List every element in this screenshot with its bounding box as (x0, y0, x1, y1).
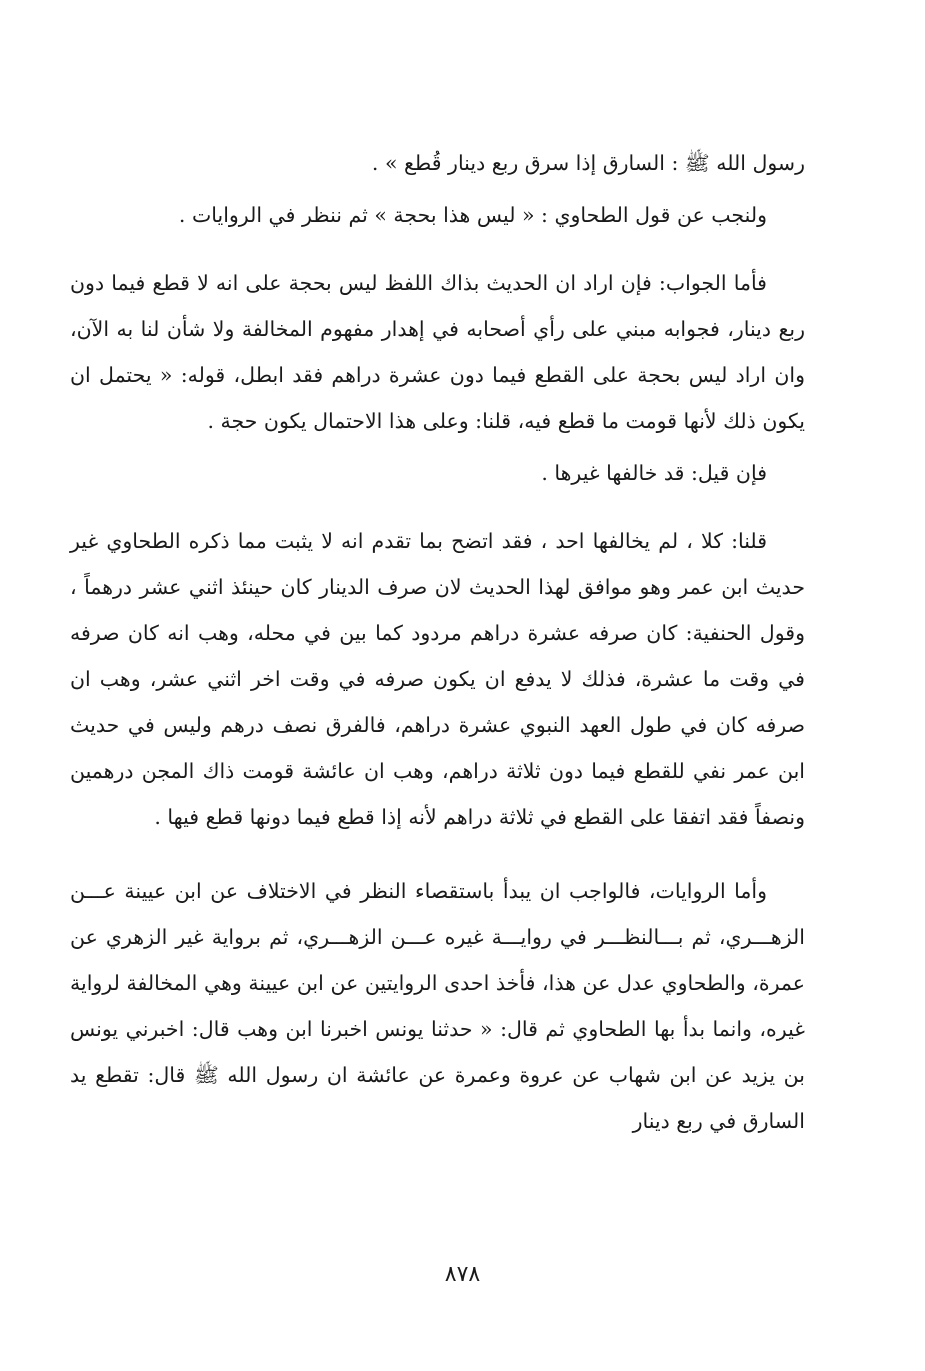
text-line: ثم برواية غير الزهري عن عمرة، والطحاوي عدل عن هذا، فأخذ احدى (70, 925, 805, 995)
text-line: « حدثنا يونس اخبرنا ابن وهب قال: اخبرني يونس بن يزيد عن ابن شهاب عن (70, 1017, 805, 1087)
text-line: يكون حجة . (207, 409, 307, 433)
document-page (70, 140, 805, 1320)
text-line: ولنجب عن قول الطحاوي : « ليس هذا بحجة » ثم ننظر في الروايات . (178, 203, 767, 227)
text-line: اثني عشر، وهب ان صرفه كان في طول العهد النبوي عشرة دراهم، فالفرق (70, 667, 805, 737)
text-line: عروة وعمرة عن عائشة ان رسول الله ﷺ قال: تقطع يد السارق في ربع دينار (70, 1063, 805, 1133)
text-line: انه كان صرفه في وقت ما عشرة، فذلك لا يدفع ان يكون صرفه في وقت اخر (70, 621, 805, 691)
text-line: قلنا: كلا ، لم يخالفها احد ، فقد اتضح بما تقدم انه لا يثبت مما ذكره الطحاوي (106, 529, 767, 553)
text-line: عـــن الزهـــري، ثم بـــالنظـــر في روايـــة غيره عـــن الزهـــري، (70, 879, 805, 949)
text-line: الروايتين عن ابن عيينة وهي المخالفة لرواية غيره، وانما بدأ بها الطحاوي ثم قال: (70, 971, 805, 1041)
paragraph-1 (70, 140, 805, 186)
text-line: رسول الله ﷺ : السارق إذا سرق ربع دينار قُطع » . (371, 151, 805, 175)
text-line: إذا قطع فيما دونها قطع فيها . (154, 805, 402, 829)
paragraph-3 (70, 260, 805, 444)
text-line: فأما الجواب: فإن اراد ان الحديث بذاك اللفظ ليس بحجة على انه لا قطع فيما (111, 271, 767, 295)
paragraph-2 (70, 192, 805, 238)
text-line: فإن قيل: قد خالفها غيرها . (541, 461, 767, 485)
text-line: وأما الروايات، فالواجب ان يبدأ باستقصاء النظر في الاختلاف عن ابن عيينة (124, 879, 767, 903)
text-line: قوله: « يحتمل ان يكون ذلك لأنها قومت ما قطع فيه، قلنا: وعلى هذا الاحتمال (70, 363, 805, 433)
paragraph-6 (70, 868, 805, 1144)
text-line: نصف درهم وليس في حديث ابن عمر نفي للقطع فيما دون ثلاثة دراهم، وهب ان (70, 713, 805, 783)
text-line: عشر درهماً ، وقول الحنفية: كان صرفه عشرة دراهم مردود كما بين في محله، وهب (70, 575, 805, 645)
paragraph-4 (70, 450, 805, 496)
text-line: غير حديث ابن عمر وهو موافق لهذا الحديث لان صرف الدينار كان حينئذ اثني (70, 529, 805, 599)
page-number: ٨٧٨ (444, 1262, 481, 1287)
text-line: عائشة قومت ذاك المجن درهمين ونصفاً فقد اتفقا على القطع في ثلاثة دراهم لأنه (70, 759, 805, 829)
text-line: لنا به الآن، وان اراد ليس بحجة على القطع فيما دون عشرة دراهم فقد ابطل، (70, 317, 805, 387)
text-line: دون ربع دينار، فجوابه مبني على رأي أصحابه في إهدار مفهوم المخالفة ولا شأن (70, 271, 805, 341)
paragraph-5 (70, 518, 805, 840)
